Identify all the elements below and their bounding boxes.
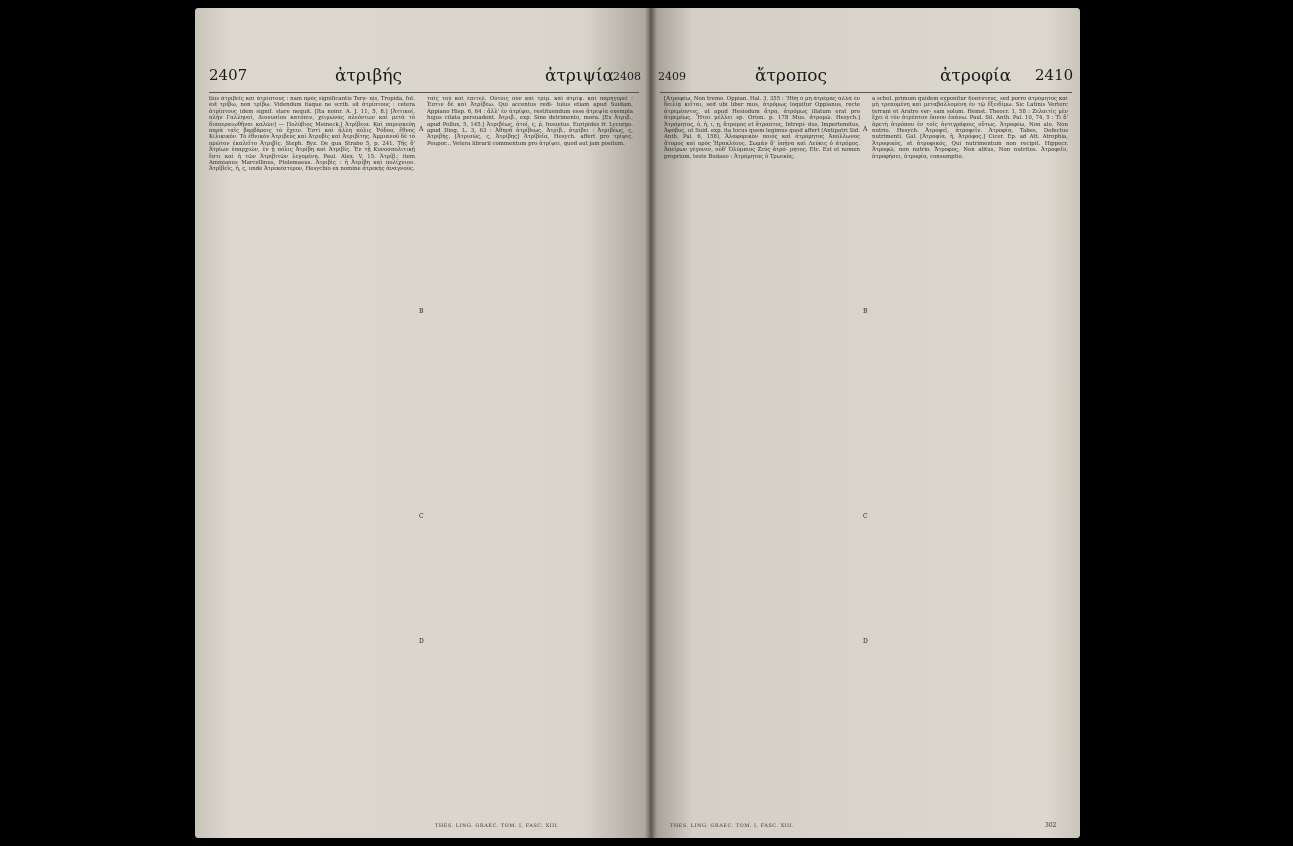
right-margin-marker-d: D (863, 638, 868, 645)
right-margin-marker-c: C (863, 513, 868, 520)
left-column-1-text: tius ἀτριβεῖς καὶ ἀτρίπτους : nam πρὸς significantis Tere- nis, Tropida, fut. est τρίβω, non τρίβω. Videndum itaque ne scrib. sit ἀτρίπτους : cetera ἀτρίπτους idem signif. stare nequit. [Ita noinr. A. J. 11, 5, 8.] [Ἀττικοί, πλήν Γαλληνοί, Διονυσίου κατόπιν, χειμώνας πλεόντων καὶ μετὰ τὸ διαπεραιωθῆναι καλῶν] — Πολύβιος Meineck.] Ἀτρίβεια. Καὶ παρεσκεύῃ παρὰ ταῖς βαρβάροις τὸ ἔχειν. Ἐστὶ καὶ ἄλλη πόλις Ῥόδου, ἔθνος Κιλικικόν. Τὸ ἐθνικὸν Ἀτριβεὺς καὶ Ἀτρυβὶς καὶ Ἀτριβίτης. Ἀμμιανοῦ δὲ τὸ πρῶτον ἐκαλεῖτο Ἀτριβίς. Steph. Byz. De qua Strabo 5, p. 241. Τῆς δ' Ἀτρίων ἐπαρχιῶν, ἐν ᾗ πόλις Ἀτρίβη καὶ Ἀτριβίς. Ἐν τῇ Κυνοσπολιτικῇ ἔστι καὶ ἡ τῶν Ἀτριβιτῶν λεγομένη. Paul. Alex. V, 15. Ἀτρίβ.: item Ammianus Marcellinus, Ptolemaeus. Ἀτριβὶς : ἡ Ἀτρίβη καὶ πολίχνιον. Ἀτρῖβεῖς, ἡ, ς, unde Ἀτρεκέστερον, Hesychio ex nomine ἀτρεκὴς ἀναγνοὺς. (209, 96, 415, 173)
left-header-word-2: ἀτριψία (545, 66, 615, 86)
right-column-2 (872, 96, 1068, 826)
right-page (650, 8, 1080, 838)
right-margin-marker-b: B (863, 308, 868, 315)
left-column-2-text: ταῖς τοῦ καὶ ἐπιτελ. Οὗτοις οὖν καὶ τρίμ. καὶ ἀτρὶψ. καὶ παρηγορεῖ : Ἐστιν δὲ καὶ Ἀτρίβεω. Qui accentus redi- tulus etiam apud Suidam, Appiano Hisp. 6, 64 : ἄλλ' ἐν ἀτρίψει, restituendum esse ἀτριψία exempla hujus citata persuadent. Ἀτριβ., exp. Sine detrimento, mora. [Ex Ἀτριβ., apud Pollux, 5, 145.] Ἀτριβέως, ἀτοί, ς, ῥ, Insuetus. Euripides fr. Lycurgo. apud Diog. L. 3, 63 : Ἀθηνᾶ ἀτρίβεως. Ἀτρίβ., ἀτρίβει : Ἀτριβέως, ς, Ἀτριβής. [Ἀτρισῶς, ς, Ἀτρίβης] Ἀτρίβεῖα, Hesych. affert pro τρίψις. Poupor... Vetera librarii commentum pro ἀτρίψει, quod aut jam positum. (427, 96, 633, 147)
right-header-page-number-right: 2410 (1035, 66, 1074, 84)
left-header-page-number-right: 2408 (613, 70, 641, 83)
left-margin-marker-a: A (419, 126, 424, 133)
book-gutter (645, 8, 657, 838)
left-header-rule (209, 92, 639, 93)
left-page (195, 8, 650, 838)
left-column-2 (427, 96, 633, 826)
right-column-1-text: [Ἀτροφέω, Non tremo. Oppian. Hal. 3, 355 : Ἤδη ὁ μὴ ἀτρέμας ἀλλὰ ἐν δειλίᾳ κεῖται, sed ubi liber mus, ἀτρόμως loquitur Oppianus, recte ἀτρεμέοντες, ut apud Hesiodum ἄτρα, ἀτρόμως illatum erat pro ἀτρεμέως. Ἤτοι μέλλει sp. Orion. p. 178 Mus. ἀτρομῶ. Hesych.] Ἀτρόμητος, ὁ, ἡ, ι, ῃ, ἄτρομος et ἄτραπτος, Intrepi- dus, Impertemitus, Ἀφόβος, ut Suid. exp. ita Iocus quem legimus quod affert (Antipatri Sid. Anth. Pal. 6, 158), Ἀλαφορικὸν ποιός καὶ ἀτρόμητος Ἀπόλλωνος ἄτομος καὶ πρὸς Ἡρακλέους. Σωμάν δ' ὑπήνα καὶ Λεύκις ὁ ἀτρόμος. Ἀπείρων γέγονεν, οὐδ' Ὀλύμπιος Ζεὺς ἀτρό- μητος. Etc. Est et nomen proprium, teste Budaeo : Ἀτρόμητος ὁ Τρωικὸς. (664, 96, 860, 160)
left-margin-marker-b: B (419, 308, 424, 315)
right-margin-marker-a: A (863, 126, 868, 133)
left-margin-marker-c: C (419, 513, 424, 520)
left-header-page-number: 2407 (209, 66, 248, 84)
right-header-page-number: 2409 (658, 70, 686, 83)
right-header-word-2: ἀτροφία (940, 66, 1012, 86)
left-page-header (195, 66, 650, 90)
right-signature-number: 302 (1045, 822, 1057, 829)
left-header-word-1: ἀτριβής (335, 66, 403, 86)
right-page-header (650, 66, 1080, 90)
right-footer: THES. LING. GRAEC. TOM. I, FASC. XIII. (670, 823, 795, 829)
right-column-2-text: a schol. primum quidem exponitur δυσέντευς, sed porro ἀτρόμητος καὶ μὴ τρεπομένη καὶ μεταβαλλομένη ἐν τῷ ἔξειδίμω. Sic Latinis Verterc terram et Aratro ver- sam solum. Hemst. Theocr. 1, 58 : Ζελαιτὶς μὲν ἔχει ὁ τὸν ἀτρέπτον ὕπνον ἐπάνω. Paul. Sil. Anth. Pal. 10, 74, 5 : Τὶ δ' ἀρετὴ ἀτρόπου ἐν τοῖς ἀντιγράφοις οὕτως. Ἀτροφέω, Non alo, Non nutrio. Hesych. Ἀτροφεῖ, ἀτροφεῖν. Ἀτροφία, Tabes, Defectus nutrimenti. Gal. [Ἀτροφία, ἡ, Ἀτρόφος.] Cicer. Ep. ad Att. Atrophia, Ἀτροφικὸς, et ἀτροφικός, Qui nutrimentum non recipit. Hippocr. Ἀτροφῶ, non nutrio. Ἄτροφος, Non alitus, Non nutritus. Ἀτροφεῖν, ἀτροφήσει, ἀτροφία, consumptio. (872, 96, 1068, 160)
open-book (195, 8, 1080, 838)
left-margin-marker-d: D (419, 638, 424, 645)
right-header-word-1: ἄτροπος (755, 66, 828, 86)
right-header-rule (660, 92, 1072, 93)
right-column-1 (664, 96, 860, 826)
left-footer: THES. LING. GRAEC. TOM. I, FASC. XIII. (435, 823, 560, 829)
left-column-1 (209, 96, 415, 826)
